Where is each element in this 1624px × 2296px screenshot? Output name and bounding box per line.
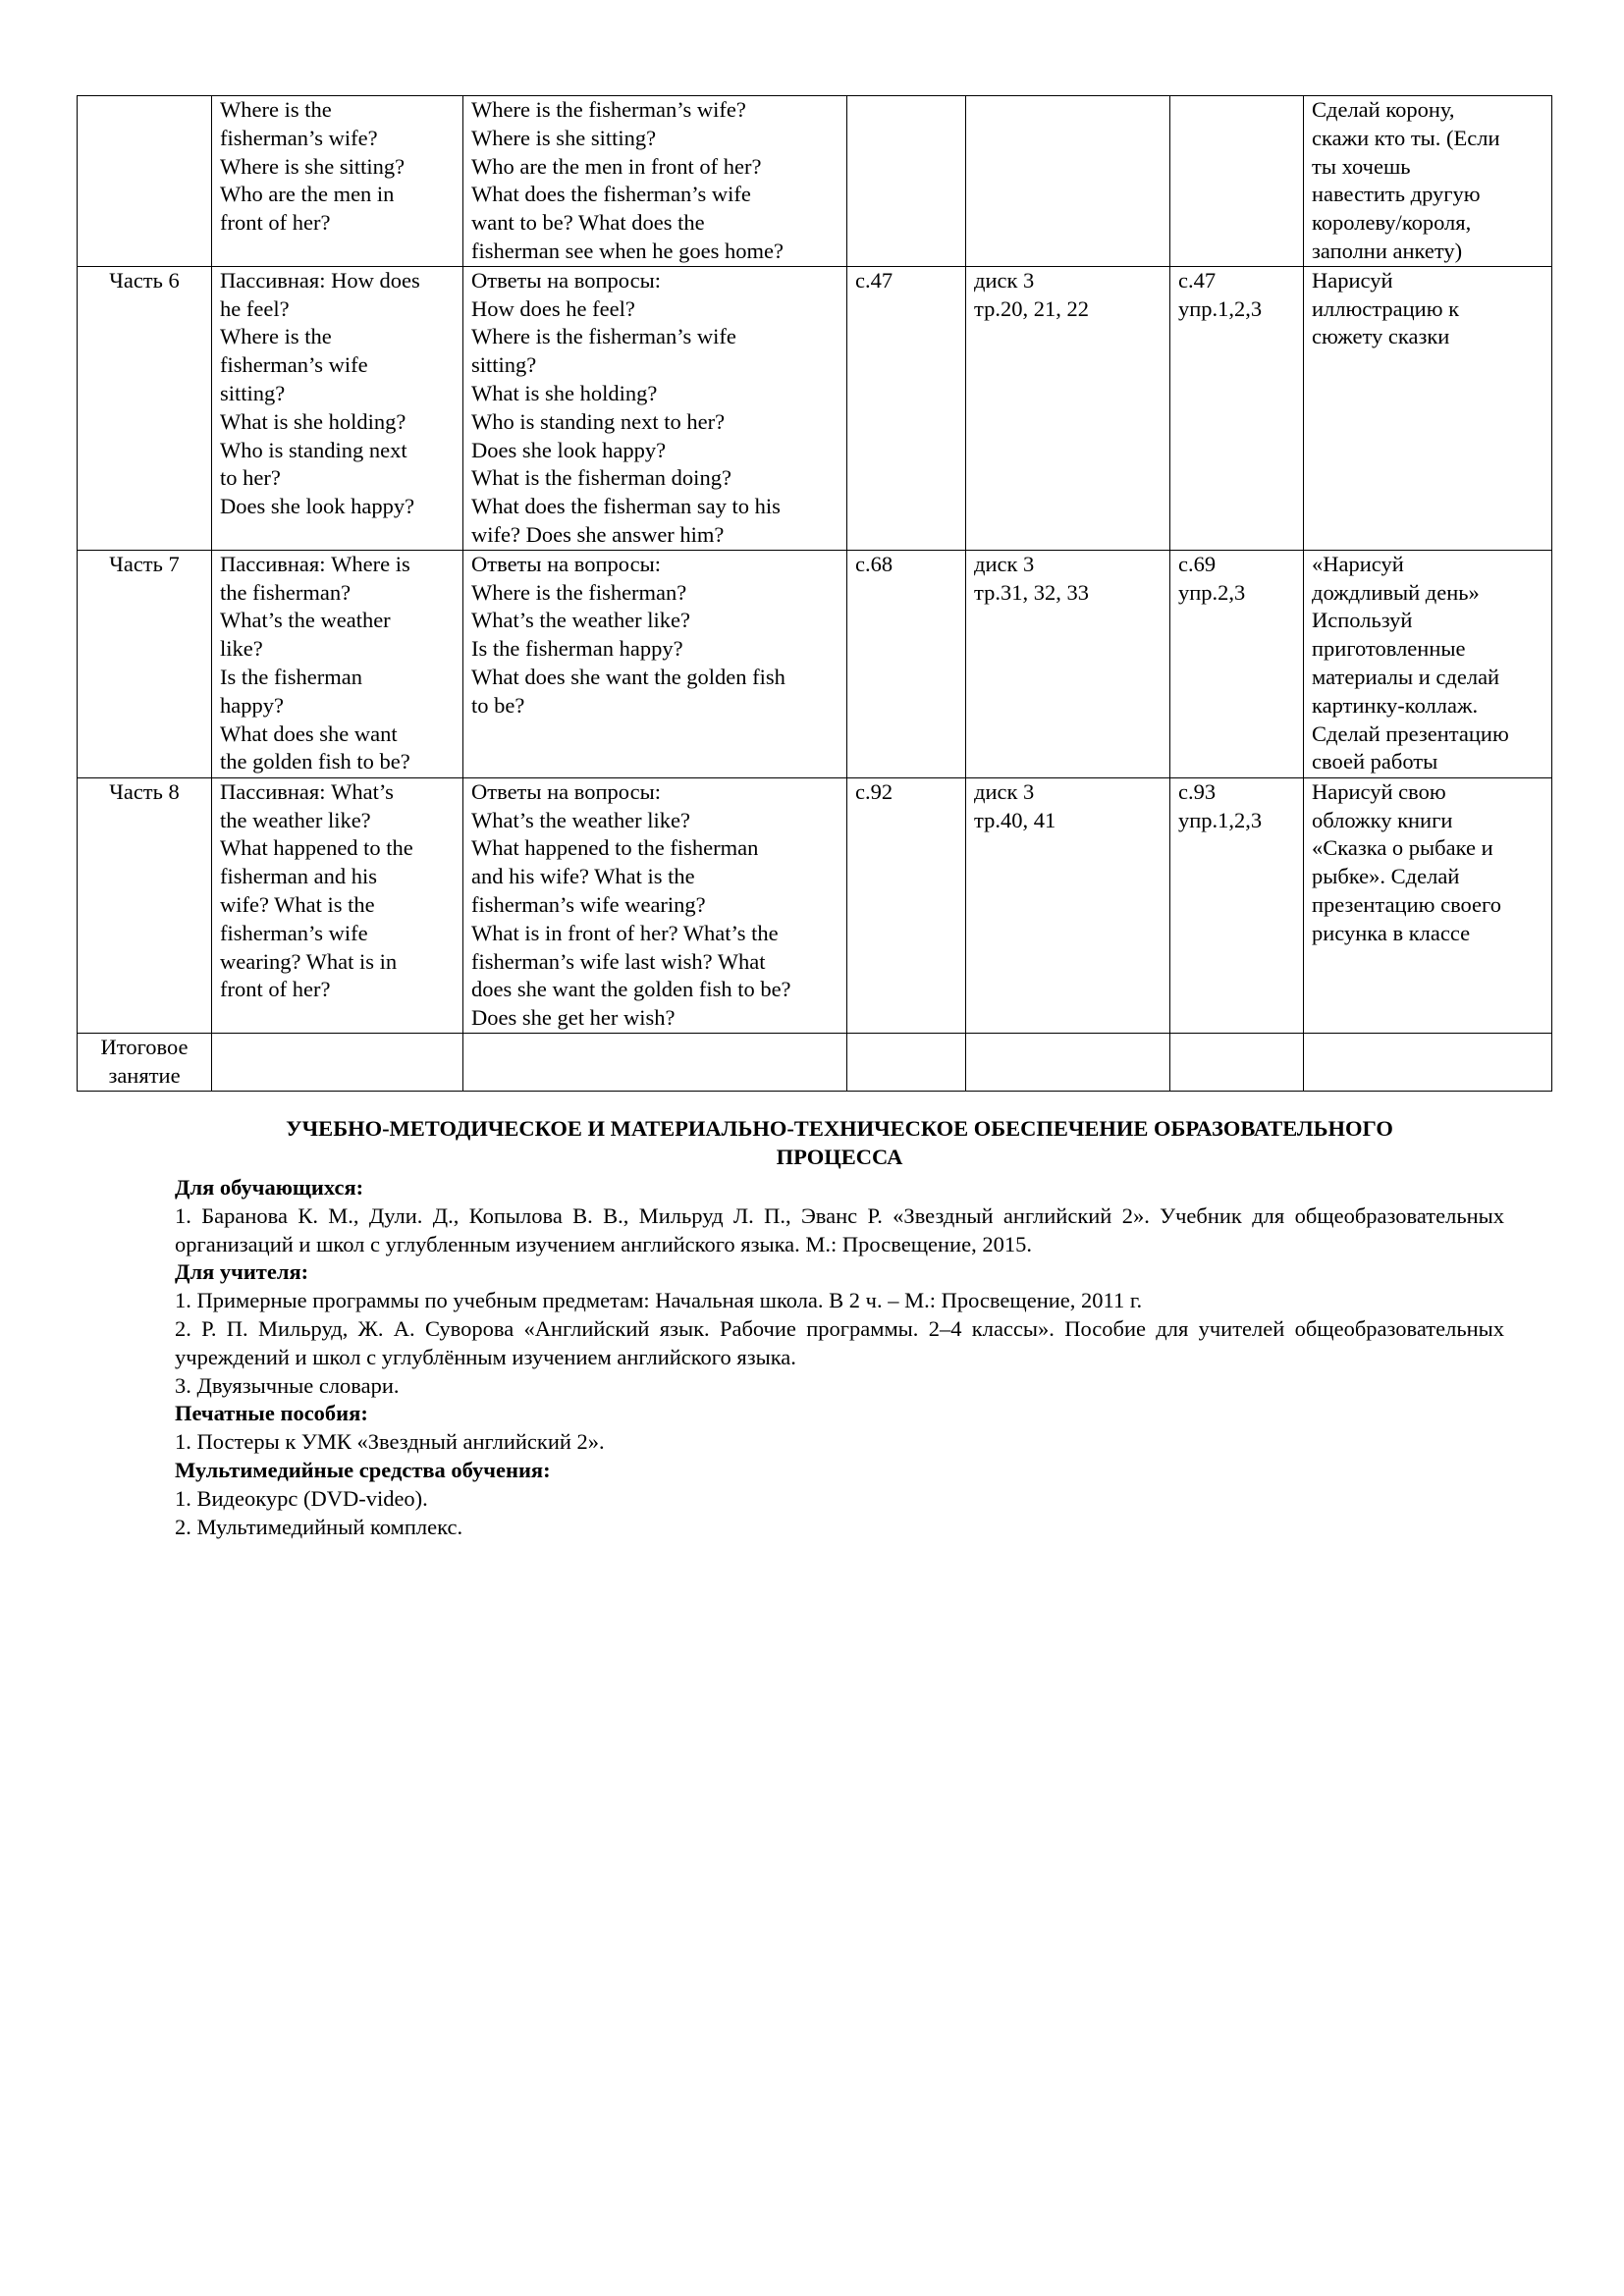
exercise-cell — [1170, 1033, 1304, 1091]
page-cell — [847, 1033, 966, 1091]
passive-questions-cell: Пассивная: How does he feel? Where is the fisherman’s wife sitting? What is she holding? Who is standing next to her? Does she look happy? — [212, 266, 463, 550]
part-cell: Итоговое занятие — [78, 1033, 212, 1091]
task-cell: Сделай корону, скажи кто ты. (Если ты хочешь навестить другую королеву/короля, заполни анкету) — [1304, 96, 1552, 267]
audio-cell — [966, 1033, 1170, 1091]
answers-cell: Ответы на вопросы: What’s the weather like? What happened to the fisherman and his wife? What is the fisherman’s wife wearing? What is in front of her? What’s the fisherman’s wife last wish? What does she want the golden fish to be? Does she get her wish? — [463, 777, 847, 1033]
exercise-cell — [1170, 96, 1304, 267]
exercise-cell: с.93 упр.1,2,3 — [1170, 777, 1304, 1033]
answers-cell: Ответы на вопросы: How does he feel? Where is the fisherman’s wife sitting? What is she holding? Who is standing next to her? Does she look happy? What is the fisherman doing? What does the fisherman say to his wife? Does she answer him? — [463, 266, 847, 550]
passive-questions-cell: Пассивная: What’s the weather like? What happened to the fisherman and his wife? What is the fisherman’s wife wearing? What is in front of her? — [212, 777, 463, 1033]
answers-cell — [463, 1033, 847, 1091]
exercise-cell: с.69 упр.2,3 — [1170, 550, 1304, 777]
passive-questions-cell — [212, 1033, 463, 1091]
table-row — [78, 777, 1552, 1033]
table-row — [78, 266, 1552, 550]
page-cell: с.68 — [847, 550, 966, 777]
part-cell — [78, 96, 212, 267]
list-item: 1. Видеокурс (DVD-video). — [175, 1485, 428, 1511]
audio-cell — [966, 96, 1170, 267]
page-cell — [847, 96, 966, 267]
resources-list — [175, 1174, 1504, 1541]
task-cell — [1304, 1033, 1552, 1091]
part-cell: Часть 6 — [78, 266, 212, 550]
table-row — [78, 1033, 1552, 1091]
answers-cell: Ответы на вопросы: Where is the fisherman? What’s the weather like? Is the fisherman happy? What does she want the golden fish to be? — [463, 550, 847, 777]
audio-cell: диск 3 тр.31, 32, 33 — [966, 550, 1170, 777]
multimedia-heading: Мультимедийные средства обучения: — [175, 1457, 551, 1482]
part-cell: Часть 8 — [78, 777, 212, 1033]
section-heading: УЧЕБНО-МЕТОДИЧЕСКОЕ И МАТЕРИАЛЬНО-ТЕХНИЧЕСКОЕ ОБЕСПЕЧЕНИЕ ОБРАЗОВАТЕЛЬНОГО ПРОЦЕССА — [286, 1116, 1393, 1169]
page-cell: с.92 — [847, 777, 966, 1033]
part-cell: Часть 7 — [78, 550, 212, 777]
passive-questions-cell: Where is the fisherman’s wife? Where is she sitting? Who are the men in front of her? — [212, 96, 463, 267]
list-item: 1. Постеры к УМК «Звездный английский 2». — [175, 1429, 605, 1455]
task-cell: «Нарисуй дождливый день» Используй приготовленные материалы и сделай картинку-коллаж. Сделай презентацию своей работы — [1304, 550, 1552, 777]
list-item: 2. Мультимедийный комплекс. — [175, 1514, 463, 1539]
lesson-plan-table — [77, 95, 1552, 1092]
audio-cell: диск 3 тр.40, 41 — [966, 777, 1170, 1033]
task-cell: Нарисуй свою обложку книги «Сказка о рыбаке и рыбке». Сделай презентацию своего рисунка в классе — [1304, 777, 1552, 1033]
print-materials-heading: Печатные пособия: — [175, 1401, 368, 1426]
exercise-cell: с.47 упр.1,2,3 — [1170, 266, 1304, 550]
page-cell: с.47 — [847, 266, 966, 550]
students-heading: Для обучающихся: — [175, 1175, 364, 1200]
resources-section — [175, 1115, 1504, 1539]
table-row — [78, 96, 1552, 267]
task-cell: Нарисуй иллюстрацию к сюжету сказки — [1304, 266, 1552, 550]
list-item: 3. Двуязычные словари. — [175, 1372, 400, 1398]
list-item: 1. Примерные программы по учебным предметам: Начальная школа. В 2 ч. – М.: Просвещение, 2011 г. — [175, 1288, 1143, 1313]
list-item: 1. Баранова К. М., Дули. Д., Копылова В. В., Мильруд Л. П., Эванс Р. «Звездный английский 2». Учебник для общеобразовательных организаций и школ с углубленным изучением английского языка. М.: Просвещение, 2015. — [175, 1202, 1504, 1256]
answers-cell: Where is the fisherman’s wife? Where is she sitting? Who are the men in front of her? What does the fisherman’s wife want to be? What does the fisherman see when he goes home? — [463, 96, 847, 267]
audio-cell: диск 3 тр.20, 21, 22 — [966, 266, 1170, 550]
passive-questions-cell: Пассивная: Where is the fisherman? What’s the weather like? Is the fisherman happy? What does she want the golden fish to be? — [212, 550, 463, 777]
teacher-heading: Для учителя: — [175, 1259, 309, 1285]
table-row — [78, 550, 1552, 777]
list-item: 2. Р. П. Мильруд, Ж. А. Суворова «Английский язык. Рабочие программы. 2–4 классы». Пособие для учителей общеобразовательных учреждений и школ с углублённым изучением английского языка. — [175, 1315, 1504, 1369]
